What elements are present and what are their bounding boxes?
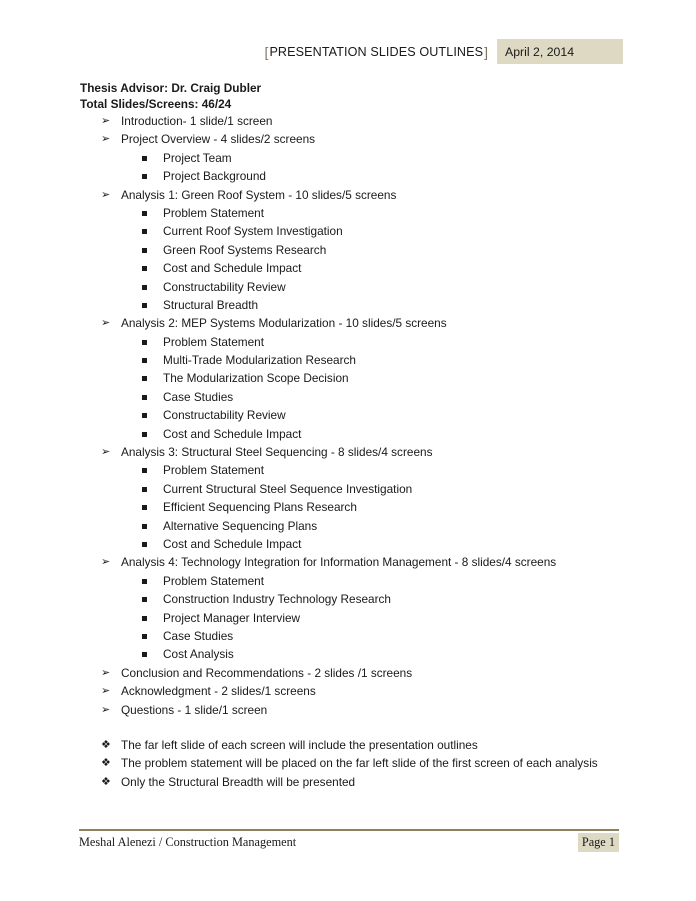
note-text: Only the Structural Breadth will be presented [121,774,356,789]
outline-subitem [80,590,656,608]
square-bullet-icon [142,376,147,381]
square-bullet-icon [142,542,147,547]
square-bullet-icon [142,303,147,308]
outline-item-label: Project Overview - 4 slides/2 screens [121,132,316,147]
arrowhead-bullet-icon: ➢ [101,317,111,330]
outline-subitem-label: Project Background [163,169,266,184]
outline-subitem [80,204,656,222]
outline-item-label: Questions - 1 slide/1 screen [121,702,268,717]
outline-subitem [80,406,656,424]
outline-subitem-label: Problem Statement [163,205,264,220]
notes-list [80,736,656,791]
square-bullet-icon [142,634,147,639]
outline-item-label: Acknowledgment - 2 slides/1 screens [121,684,316,699]
outline-item [80,112,656,130]
page-footer [79,829,619,853]
note-item [80,736,656,754]
outline-subitem-label: Alternative Sequencing Plans [163,518,318,533]
outline-subitem [80,425,656,443]
outline-subitem-label: Constructability Review [163,408,286,423]
outline-subitem [80,167,656,185]
outline-subitem-label: The Modularization Scope Decision [163,371,349,386]
outline-subitem-label: Cost Analysis [163,647,234,662]
outline-subitem-label: Case Studies [163,389,234,404]
square-bullet-icon [142,358,147,363]
square-bullet-icon [142,340,147,345]
page-number: Page 1 [578,833,619,852]
square-bullet-icon [142,505,147,510]
note-text: The problem statement will be placed on the far left slide of the first screen of each analysis [121,756,598,771]
outline-subitem [80,388,656,406]
outline-list [80,112,656,719]
square-bullet-icon [142,266,147,271]
outline-item-label: Analysis 1: Green Roof System - 10 slides/5 screens [121,187,397,202]
square-bullet-icon [142,468,147,473]
outline-item [80,186,656,204]
footer-author: Meshal Alenezi / Construction Management [79,834,297,849]
square-bullet-icon [142,524,147,529]
outline-subitem-label: Cost and Schedule Impact [163,426,302,441]
outline-item-label: Introduction- 1 slide/1 screen [121,114,273,128]
outline-subitem [80,149,656,167]
thesis-advisor: Thesis Advisor: Dr. Craig Dubler [80,81,262,95]
outline-subitem-label: Multi-Trade Modularization Research [163,353,356,368]
outline-item-label: Analysis 2: MEP Systems Modularization - 10 slides/5 screens [121,316,447,331]
outline-item [80,664,656,682]
outline-subitem-label: Project Team [163,150,232,165]
arrowhead-bullet-icon: ➢ [101,703,111,716]
outline-subitem [80,498,656,516]
outline-subitem [80,627,656,645]
outline-subitem-label: Constructability Review [163,279,286,294]
square-bullet-icon [142,579,147,584]
left-bracket: [ [264,43,269,60]
arrowhead-bullet-icon: ➢ [101,446,111,459]
page-header [260,39,623,64]
diamond-cross-bullet-icon: ❖ [101,757,111,770]
total-slides: Total Slides/Screens: 46/24 [80,97,232,111]
right-bracket: ] [484,43,488,60]
outline-subitem [80,278,656,296]
header-date: April 2, 2014 [497,39,623,64]
arrowhead-bullet-icon: ➢ [101,188,111,201]
outline-subitem [80,351,656,369]
square-bullet-icon [142,652,147,657]
outline-subitem [80,333,656,351]
square-bullet-icon [142,487,147,492]
arrowhead-bullet-icon: ➢ [101,685,111,698]
square-bullet-icon [142,395,147,400]
outline-subitem-label: Efficient Sequencing Plans Research [163,500,357,515]
square-bullet-icon [142,597,147,602]
outline-subitem [80,222,656,240]
outline-item [80,553,656,571]
outline-subitem-label: Problem Statement [163,334,264,349]
square-bullet-icon [142,248,147,253]
arrowhead-bullet-icon: ➢ [101,133,111,146]
note-item [80,754,656,772]
arrowhead-bullet-icon: ➢ [101,556,111,569]
outline-item-label: Analysis 4: Technology Integration for Information Management - 8 slides/4 screens [121,555,557,570]
square-bullet-icon [142,174,147,179]
outline-subitem [80,369,656,387]
outline-subitem [80,259,656,277]
outline-item [80,130,656,148]
outline-subitem-label: Current Roof System Investigation [163,224,343,239]
outline-subitem-label: Cost and Schedule Impact [163,261,302,276]
note-text: The far left slide of each screen will include the presentation outlines [121,737,478,752]
square-bullet-icon [142,432,147,437]
outline-subitem [80,296,656,314]
diamond-cross-bullet-icon: ❖ [101,775,111,788]
square-bullet-icon [142,285,147,290]
document-body [80,80,656,791]
outline-subitem-label: Current Structural Steel Sequence Investigation [163,481,413,496]
outline-item [80,443,656,461]
square-bullet-icon [142,211,147,216]
outline-subitem-label: Construction Industry Technology Research [163,592,391,607]
outline-subitem [80,461,656,479]
outline-subitem-label: Case Studies [163,628,234,643]
document-title-text: PRESENTATION SLIDES OUTLINES [269,44,484,59]
diamond-cross-bullet-icon: ❖ [101,738,111,751]
outline-subitem-label: Green Roof Systems Research [163,242,327,257]
outline-item [80,701,656,719]
arrowhead-bullet-icon: ➢ [101,115,111,127]
square-bullet-icon [142,616,147,621]
outline-subitem [80,535,656,553]
outline-subitem [80,645,656,663]
note-item [80,773,656,791]
outline-subitem-label: Problem Statement [163,463,264,478]
square-bullet-icon [142,413,147,418]
outline-item [80,682,656,700]
document-title [260,39,497,64]
outline-subitem [80,480,656,498]
outline-subitem-label: Cost and Schedule Impact [163,536,302,551]
outline-item-label: Conclusion and Recommendations - 2 slides /1 screens [121,665,413,680]
square-bullet-icon [142,156,147,161]
outline-subitem-label: Structural Breadth [163,297,259,312]
outline-item [80,314,656,332]
outline-subitem [80,241,656,259]
outline-subitem-label: Project Manager Interview [163,610,301,625]
square-bullet-icon [142,229,147,234]
outline-subitem [80,517,656,535]
outline-subitem-label: Problem Statement [163,573,264,588]
arrowhead-bullet-icon: ➢ [101,666,111,679]
outline-item-label: Analysis 3: Structural Steel Sequencing - 8 slides/4 screens [121,445,433,460]
outline-subitem [80,609,656,627]
outline-subitem [80,572,656,590]
